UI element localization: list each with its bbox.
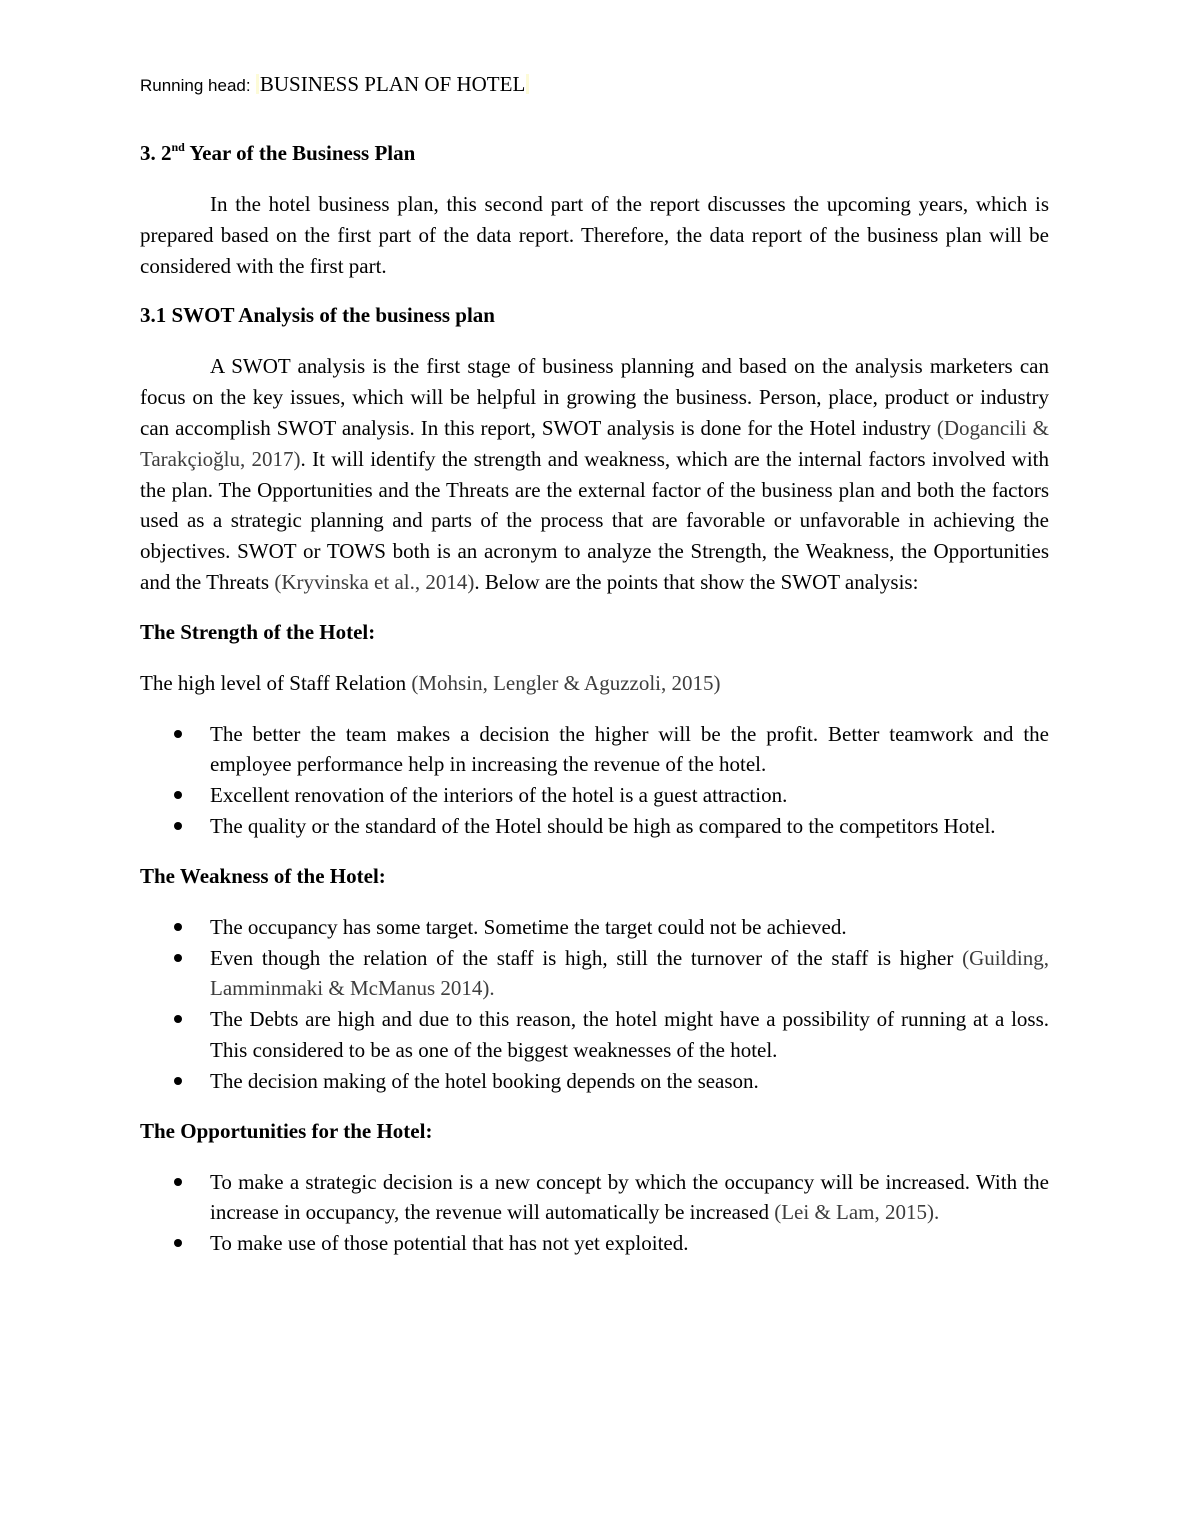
section-3-1-heading: 3.1 SWOT Analysis of the business plan <box>140 303 495 328</box>
bullet-icon <box>174 1178 182 1186</box>
bullet-icon <box>174 822 182 830</box>
swot-text-1: A SWOT analysis is the first stage of business planning and based on the analysis marketers can focus on the key issues, which will be helpful in growing the business. Person, place, product or industry can accomplish SWOT analysis. In this report, SWOT analysis is done for the Hotel industry <box>140 354 1049 440</box>
section-3-heading <box>140 137 1049 169</box>
citation: (Guilding, Lamminmaki & McManus 2014). <box>210 945 1049 1001</box>
running-head-label: Running head: <box>140 76 251 95</box>
list-item-text: The quality or the standard of the Hotel should be high as compared to the competitors Hotel. <box>210 813 996 838</box>
list-item <box>140 719 1049 781</box>
strength-intro <box>140 668 1049 699</box>
running-head-title: BUSINESS PLAN OF HOTEL <box>259 72 526 96</box>
bullet-icon <box>174 954 182 962</box>
strength-intro-text: The high level of Staff Relation <box>140 670 412 695</box>
list-item-text: Even though the relation of the staff is high, still the turnover of the staff is higher <box>210 945 963 970</box>
bullet-icon <box>174 1077 182 1085</box>
swot-text-3: . Below are the points that show the SWOT analysis: <box>474 569 919 594</box>
strength-heading: The Strength of the Hotel: <box>140 619 376 644</box>
section-3-title: Year of the Business Plan <box>184 141 416 165</box>
list-item <box>140 780 1049 811</box>
highlight-mark <box>526 74 529 94</box>
bullet-icon <box>174 923 182 931</box>
strength-list <box>140 719 1049 842</box>
bullet-icon <box>174 791 182 799</box>
list-item-text: To make use of those potential that has not yet exploited. <box>210 1231 689 1256</box>
weakness-list <box>140 912 1049 1097</box>
list-item <box>140 811 1049 842</box>
list-item-text: The better the team makes a decision the higher will be the profit. Better teamwork and the employee performance help in increasing the revenue of the hotel. <box>210 721 1049 777</box>
bullet-icon <box>174 1015 182 1023</box>
bullet-icon <box>174 1239 182 1247</box>
swot-paragraph <box>140 351 1049 597</box>
list-item <box>140 1004 1049 1066</box>
section-3-number: 3. 2 <box>140 141 172 165</box>
list-item <box>140 1167 1049 1229</box>
list-item <box>140 1228 1049 1259</box>
opportunities-list <box>140 1167 1049 1259</box>
weakness-heading: The Weakness of the Hotel: <box>140 863 386 888</box>
citation: (Dogancili & Tarakçioğlu, 2017) <box>140 415 1049 471</box>
list-item <box>140 1066 1049 1097</box>
list-item-text: The Debts are high and due to this reason, the hotel might have a possibility of running at a loss. This considered to be as one of the biggest weaknesses of the hotel. <box>210 1007 1049 1062</box>
list-item-text: The decision making of the hotel booking depends on the season. <box>210 1068 759 1093</box>
highlight-mark <box>256 74 259 94</box>
body-flow <box>140 137 1049 1259</box>
bullet-icon <box>174 730 182 738</box>
swot-text-2: . It will identify the strength and weakness, which are the internal factors involved with the plan. The Opportunities and the Threats are the external factor of the business plan and both the factors used as a strategic planning and parts of the process that are favorable or unfavorable in achieving the objectives. SWOT or TOWS both is an acronym to analyze the Strength, the Weakness, the Opportunities and the Threats <box>140 446 1049 594</box>
citation: (Mohsin, Lengler & Aguzzoli, 2015) <box>411 670 721 695</box>
list-item-text: The occupancy has some target. Sometime the target could not be achieved. <box>210 914 847 939</box>
opportunities-heading: The Opportunities for the Hotel: <box>140 1118 433 1143</box>
list-item-text: Excellent renovation of the interiors of the hotel is a guest attraction. <box>210 783 788 808</box>
running-head <box>140 70 530 100</box>
section-3-superscript: nd <box>171 140 185 154</box>
citation: (Kryvinska et al., 2014) <box>274 569 475 594</box>
citation: (Lei & Lam, 2015). <box>774 1200 940 1225</box>
list-item <box>140 912 1049 943</box>
list-item-text: To make a strategic decision is a new concept by which the occupancy will be increased. With the increase in occupancy, the revenue will automatically be increased <box>210 1169 1049 1225</box>
section-3-paragraph: In the hotel business plan, this second part of the report discusses the upcoming years, which is prepared based on the first part of the data report. Therefore, the data report of the business plan will be considered with the first part. <box>140 192 1049 278</box>
list-item <box>140 943 1049 1005</box>
